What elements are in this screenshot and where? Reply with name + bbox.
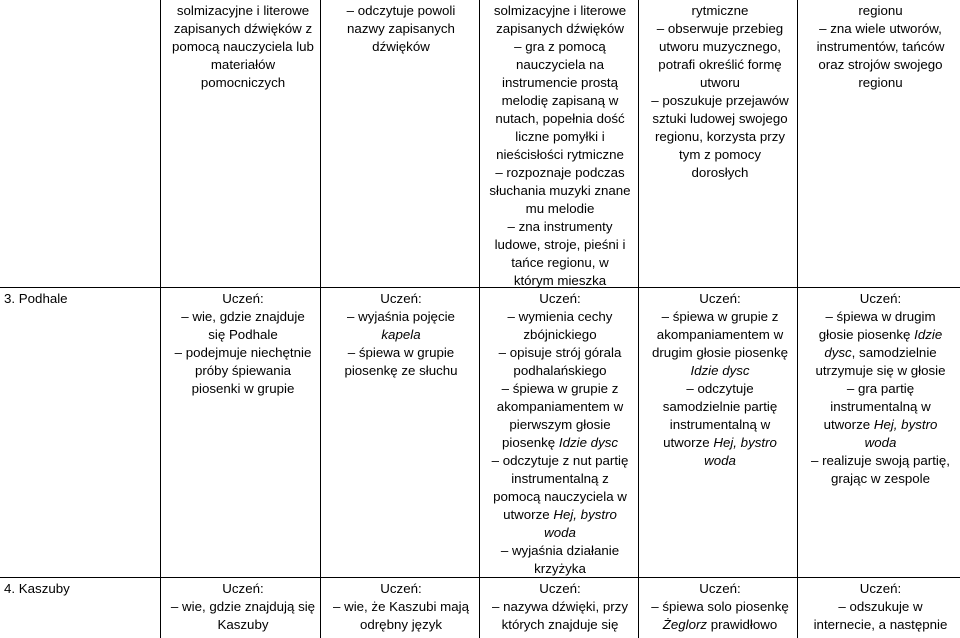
text-line: [168, 580, 318, 598]
line-text: materiałów: [210, 57, 276, 72]
line-text: internecie, a następnie: [813, 617, 948, 632]
line-text: regionu: [858, 3, 903, 18]
dash-bullet: –: [500, 543, 512, 558]
line-text: odczytuje z nut partię: [502, 453, 629, 468]
text-line: [803, 580, 958, 598]
line-text: śpiewa solo piosenkę: [662, 599, 789, 614]
line-text: kapela: [381, 327, 421, 342]
line-text: słuchania muzyki znane: [489, 183, 631, 198]
dash-bullet: –: [686, 381, 698, 396]
line-text: Uczeń:: [380, 581, 422, 596]
text-line: [168, 380, 318, 398]
line-text: akompaniamentem w: [656, 327, 784, 342]
text-line: [485, 506, 635, 524]
grade-requirement-cell: [645, 290, 795, 470]
line-text: których znajduje się: [501, 617, 619, 632]
text-line: [168, 2, 318, 20]
bullet-line: [485, 38, 635, 56]
text-line: [326, 290, 476, 308]
line-text: regionu: [858, 75, 903, 90]
grade-requirement-cell: [803, 290, 958, 488]
line-text: utworze: [663, 435, 714, 450]
text-line: [803, 74, 958, 92]
text-line: [326, 580, 476, 598]
text-line: [803, 398, 958, 416]
text-line: [168, 74, 318, 92]
text-line: [168, 38, 318, 56]
text-line: [485, 470, 635, 488]
text-line: [168, 362, 318, 380]
line-text: wie, gdzie znajdują się: [182, 599, 316, 614]
line-text: instrumencie prostą: [501, 75, 619, 90]
line-text: podhalańskiego: [513, 363, 607, 378]
line-text-tail: prawidłowo: [707, 617, 778, 632]
grade-requirement-cell: [803, 2, 958, 92]
line-text: nauczyciela na: [516, 57, 604, 72]
line-text: próby śpiewania: [194, 363, 292, 378]
text-line: [326, 38, 476, 56]
line-text: zapisanych dźwięków: [496, 21, 624, 36]
text-line: [168, 616, 318, 634]
bullet-line: [645, 92, 795, 110]
dash-bullet: –: [498, 345, 510, 360]
line-text: wymienia cechy: [518, 309, 613, 324]
text-line: [485, 616, 635, 634]
line-text: solmizacyjne i literowe: [493, 3, 627, 18]
bullet-line: [485, 542, 635, 560]
line-text: dysc: [824, 345, 852, 360]
line-text: liczne pomyłki i: [515, 129, 605, 144]
line-text: podejmuje niechętnie: [185, 345, 312, 360]
dash-bullet: –: [347, 309, 359, 324]
line-text: woda: [704, 453, 736, 468]
line-text: krzyżyka: [534, 561, 586, 576]
bullet-line: [168, 344, 318, 362]
text-line: [485, 524, 635, 542]
line-text-tail: , samodzielnie: [851, 345, 937, 360]
bullet-line: [485, 452, 635, 470]
text-line: [485, 362, 635, 380]
line-text: drugim głosie piosenkę: [651, 345, 788, 360]
line-text: zna instrumenty: [518, 219, 613, 234]
line-text: nutach, popełnia dość: [495, 111, 625, 126]
dash-bullet: –: [507, 309, 519, 324]
bullet-line: [645, 308, 795, 326]
dash-bullet: –: [656, 21, 668, 36]
grade-requirement-cell: [326, 580, 476, 634]
line-text: akompaniamentem w: [496, 399, 624, 414]
column-divider: [320, 0, 321, 638]
italic-title: Hej, bystro: [553, 507, 617, 522]
text-line: [645, 416, 795, 434]
line-text: woda: [864, 435, 897, 450]
line-text: utworu: [700, 75, 740, 90]
text-line: [485, 488, 635, 506]
bullet-line: [485, 218, 635, 236]
dash-bullet: –: [170, 599, 183, 614]
dash-bullet: –: [333, 599, 345, 614]
text-line: [803, 470, 958, 488]
line-text: wyjaśnia działanie: [511, 543, 620, 558]
line-text: nieścisłości rytmiczne: [496, 147, 624, 162]
topic-label: 4. Kaszuby: [4, 581, 70, 596]
line-text: instrumentów, tańców: [816, 39, 945, 54]
dash-bullet: –: [846, 381, 858, 396]
bullet-line: [645, 598, 795, 616]
text-line: [326, 362, 476, 380]
line-text: ludowe, stroje, pieśni i: [494, 237, 626, 252]
dash-bullet: –: [347, 345, 359, 360]
line-text: zbójnickiego: [523, 327, 597, 342]
text-line: [485, 416, 635, 434]
text-line: [485, 434, 635, 452]
dash-bullet: –: [181, 309, 193, 324]
bullet-line: [485, 308, 635, 326]
line-text: zapisanych dźwięków z: [173, 21, 313, 36]
bullet-line: [803, 308, 958, 326]
line-text: Idzie dysc: [690, 363, 750, 378]
text-line: [645, 164, 795, 182]
bullet-line: [485, 164, 635, 182]
text-line: [645, 580, 795, 598]
line-text: rytmiczne: [691, 3, 749, 18]
line-text: wyjaśnia pojęcie: [358, 309, 455, 324]
italic-title: Idzie: [914, 327, 943, 342]
bullet-line: [485, 380, 635, 398]
text-line: [485, 56, 635, 74]
text-line: [485, 290, 635, 308]
line-text: nazywa dźwięki, przy: [503, 599, 628, 614]
dash-bullet: –: [514, 39, 526, 54]
line-text: odszukuje w: [849, 599, 923, 614]
text-line: [645, 326, 795, 344]
bullet-line: [168, 308, 318, 326]
text-line: [645, 616, 795, 634]
line-text: Uczeń:: [222, 291, 264, 306]
bullet-line: [803, 20, 958, 38]
line-text: Uczeń:: [859, 581, 902, 596]
topic-label: 3. Podhale: [4, 291, 68, 306]
line-text: opisuje strój górala: [509, 345, 622, 360]
line-text: gra partię: [857, 381, 915, 396]
line-text: gra z pomocą: [525, 39, 606, 54]
line-text: odczytuje: [697, 381, 754, 396]
dash-bullet: –: [492, 599, 504, 614]
dash-bullet: –: [501, 381, 513, 396]
text-line: [168, 326, 318, 344]
italic-title: Hej, bystro: [713, 435, 777, 450]
text-line: [485, 128, 635, 146]
text-line: [645, 56, 795, 74]
dash-bullet: –: [825, 309, 837, 324]
dash-bullet: –: [346, 3, 358, 18]
column-divider: [479, 0, 480, 638]
text-line: [645, 38, 795, 56]
line-text: się Podhale: [208, 327, 278, 342]
text-line: [485, 74, 635, 92]
text-line: [645, 146, 795, 164]
column-divider: [797, 0, 798, 638]
text-line: [803, 326, 958, 344]
text-line: [485, 254, 635, 272]
dash-bullet: –: [811, 453, 823, 468]
text-line: [645, 434, 795, 452]
text-line: [326, 20, 476, 38]
line-text: zna wiele utworów,: [830, 21, 942, 36]
line-text: utworu muzycznego,: [659, 39, 781, 54]
line-text: Uczeń:: [539, 291, 581, 306]
line-text: utworze: [823, 417, 874, 432]
text-line: [645, 74, 795, 92]
text-line: [645, 290, 795, 308]
bullet-line: [326, 598, 476, 616]
line-text: śpiewa w grupie z: [672, 309, 779, 324]
line-text: dźwięków: [372, 39, 430, 54]
line-text: regionu, korzysta przy: [654, 129, 786, 144]
bullet-line: [326, 308, 476, 326]
line-text: Uczeń:: [222, 581, 264, 596]
grade-requirement-cell: [645, 2, 795, 182]
line-text: instrumentalną w: [830, 399, 931, 414]
line-text: śpiewa w drugim: [836, 309, 936, 324]
text-line: [326, 616, 476, 634]
line-text: oraz strojów swojego: [818, 57, 943, 72]
line-text: piosenkę ze słuchu: [344, 363, 458, 378]
grade-requirement-cell: [485, 2, 635, 290]
dash-bullet: –: [651, 93, 663, 108]
line-text: głosie piosenkę: [818, 327, 915, 342]
bullet-line: [168, 598, 318, 616]
bullet-line: [485, 598, 635, 616]
line-text: Uczeń:: [539, 581, 581, 596]
line-text: pomocniczych: [200, 75, 286, 90]
dash-bullet: –: [174, 345, 186, 360]
line-text: instrumentalną w: [669, 417, 771, 432]
grade-requirement-cell: [485, 290, 635, 578]
grade-requirement-cell: [485, 580, 635, 634]
bullet-line: [326, 344, 476, 362]
line-text: utrzymuje się w głosie: [815, 363, 946, 378]
grade-requirement-cell: [168, 580, 318, 634]
text-line: [168, 290, 318, 308]
line-text: rozpoznaje podczas: [506, 165, 625, 180]
text-line: [485, 110, 635, 128]
line-text: Uczeń:: [859, 291, 902, 306]
italic-title: Idzie dysc: [558, 435, 619, 450]
line-text: pierwszym głosie: [509, 417, 611, 432]
bullet-line: [803, 452, 958, 470]
text-line: [485, 182, 635, 200]
bullet-line: [803, 598, 958, 616]
line-text: Uczeń:: [699, 291, 741, 306]
text-line: [803, 2, 958, 20]
dash-bullet: –: [507, 219, 519, 234]
text-line: [485, 326, 635, 344]
line-text: Kaszuby: [217, 617, 269, 632]
text-line: [645, 110, 795, 128]
text-line: [803, 344, 958, 362]
dash-bullet: –: [838, 599, 850, 614]
text-line: [803, 416, 958, 434]
line-text: samodzielnie partię: [662, 399, 778, 414]
line-text: utworze: [503, 507, 554, 522]
line-text: dorosłych: [691, 165, 749, 180]
text-line: [485, 20, 635, 38]
text-line: [485, 236, 635, 254]
line-text: grając w zespole: [830, 471, 931, 486]
column-divider: [160, 0, 161, 638]
row-divider: [0, 577, 960, 578]
dash-bullet: –: [491, 453, 503, 468]
line-text: odrębny język: [359, 617, 443, 632]
line-text: Uczeń:: [699, 581, 741, 596]
text-line: [803, 38, 958, 56]
line-text: tym z pomocy: [678, 147, 761, 162]
text-line: [485, 560, 635, 578]
dash-bullet: –: [651, 599, 663, 614]
line-text: tańce regionu, w: [511, 255, 609, 270]
line-text: którym mieszka: [513, 273, 607, 288]
text-line: [326, 326, 476, 344]
line-text: poszukuje przejawów: [662, 93, 789, 108]
column-divider: [638, 0, 639, 638]
grade-requirement-cell: [645, 580, 795, 634]
text-line: [485, 398, 635, 416]
dash-bullet: –: [819, 21, 831, 36]
grade-requirement-cell: [326, 2, 476, 56]
text-line: [645, 128, 795, 146]
text-line: [645, 398, 795, 416]
line-text: odczytuje powoli: [357, 3, 456, 18]
line-text: piosenki w grupie: [191, 381, 295, 396]
text-line: [485, 146, 635, 164]
grade-requirement-cell: [803, 580, 958, 634]
line-text: wie, że Kaszubi mają: [344, 599, 469, 614]
text-line: [485, 200, 635, 218]
bullet-line: [645, 20, 795, 38]
line-text: śpiewa w grupie z: [512, 381, 619, 396]
bullet-line: [326, 2, 476, 20]
text-line: [485, 92, 635, 110]
text-line: [645, 452, 795, 470]
text-line: [803, 616, 958, 634]
grade-requirement-cell: [168, 290, 318, 398]
text-line: [485, 2, 635, 20]
line-text: woda: [544, 525, 576, 540]
bullet-line: [803, 380, 958, 398]
line-text: nazwy zapisanych: [347, 21, 455, 36]
line-text: potrafi określić formę: [658, 57, 782, 72]
dash-bullet: –: [495, 165, 507, 180]
grade-requirement-cell: [326, 290, 476, 380]
line-text: Żeglorz: [662, 617, 708, 632]
text-line: [803, 362, 958, 380]
text-line: [803, 56, 958, 74]
text-line: [168, 56, 318, 74]
text-line: [645, 2, 795, 20]
text-line: [168, 20, 318, 38]
line-text: sztuki ludowej swojego: [652, 111, 788, 126]
line-text: mu melodie: [525, 201, 595, 216]
text-line: [645, 362, 795, 380]
italic-title: Hej, bystro: [873, 417, 938, 432]
bullet-line: [485, 344, 635, 362]
grade-requirement-cell: [168, 2, 318, 92]
text-line: [803, 290, 958, 308]
line-text: śpiewa w grupie: [358, 345, 455, 360]
line-text: pomocą nauczyciela w: [493, 489, 627, 504]
line-text: obserwuje przebieg: [667, 21, 784, 36]
line-text: pomocą nauczyciela lub: [172, 39, 314, 54]
row-divider: [0, 287, 960, 288]
text-line: [803, 434, 958, 452]
bullet-line: [645, 380, 795, 398]
line-text: melodię zapisaną w: [501, 93, 619, 108]
dash-bullet: –: [661, 309, 673, 324]
text-line: [485, 580, 635, 598]
line-text: wie, gdzie znajduje: [192, 309, 305, 324]
line-text: Uczeń:: [380, 291, 422, 306]
line-text: instrumentalną z: [511, 471, 609, 486]
line-text: solmizacyjne i literowe: [176, 3, 310, 18]
text-line: [645, 344, 795, 362]
line-text: piosenkę: [501, 435, 559, 450]
text-line: [485, 272, 635, 290]
line-text: realizuje swoją partię,: [822, 453, 950, 468]
